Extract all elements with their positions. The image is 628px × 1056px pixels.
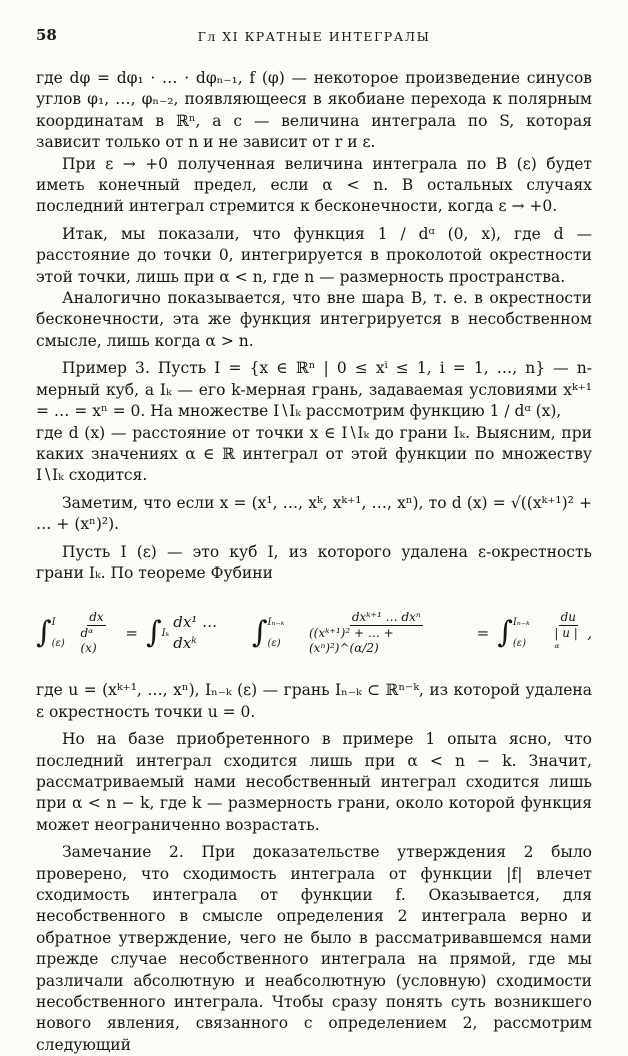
example-3-paragraph: Пример 3. Пусть I = {x ∈ ℝⁿ | 0 ≤ xⁱ ≤ 1, i = 1, …, n} — n-мерный куб, а Iₖ — его k-мерная грань, задаваемая условиями xᵏ⁺¹ = … = xⁿ = 0. На множестве I∖Iₖ рассмотрим функцию 1 / dᵅ (x), bbox=[36, 359, 592, 421]
equals-sign: = bbox=[476, 623, 490, 642]
fraction-numerator: du bbox=[560, 610, 577, 625]
integral-sign: ∫ bbox=[497, 615, 513, 651]
integral-sign: ∫ bbox=[251, 615, 268, 651]
differential-term: dx¹ … dxᵏ bbox=[173, 612, 218, 653]
integral-domain: Iₖ bbox=[161, 627, 170, 639]
fraction bbox=[307, 610, 466, 656]
fraction-denominator: ((xᵏ⁺¹)² + … + (xⁿ)²)^(α/2) bbox=[309, 626, 394, 656]
fraction bbox=[79, 610, 115, 656]
integral-sign: ∫ bbox=[146, 615, 162, 651]
fraction-denominator: dᵅ (x) bbox=[80, 626, 97, 656]
integral-domain: Iₙ₋ₖ (ε) bbox=[512, 616, 530, 650]
paragraph-10: Но на базе приобретенного в примере 1 опыта ясно, что последний интеграл сходится лишь при α < n − k. Значит, рассматриваемый нами несобственный интеграл сходится лишь при α < n − k, где k — размерность грани, около которой функция может неограниченно возрастать. bbox=[36, 730, 592, 834]
page-number: 58 bbox=[36, 26, 57, 44]
fraction-numerator: dxᵏ⁺¹ … dxⁿ bbox=[351, 610, 421, 625]
paragraph-7: Заметим, что если x = (x¹, …, xᵏ, xᵏ⁺¹, …, xⁿ), то d (x) = √((xᵏ⁺¹)² + … + (xⁿ)²). bbox=[36, 493, 592, 534]
fraction-denominator: | u |ᵅ bbox=[554, 626, 578, 656]
remark-2-paragraph: Замечание 2. При доказательстве утверждения 2 было проверено, что сходимость интеграла от функции |f| влечет сходимость интеграла от функции f. Оказывается, для несобственного в смысле определения 2 интеграла верно и обратное утверждение, чего не было в рассматривавшемся нами прежде случае несобственного интеграла на прямой, где мы различали абсолютную и неабсолютную (условную) сходимости несобственного интеграла. Чтобы сразу понять суть возникшего нового явления, связанного с определением 2, рассмотрим следующий bbox=[36, 843, 592, 1054]
equals-sign: = bbox=[125, 623, 138, 642]
paragraph-8: Пусть I (ε) — это куб I, из которого удалена ε-окрестность грани Iₖ. По теореме Фубини bbox=[36, 542, 592, 582]
paragraph-4: Аналогично показывается, что вне шара B, т. е. в окрестности бесконечности, эта же функция интегрируется в несобственном смысле, лишь когда α > n. bbox=[36, 289, 592, 350]
integral-domain: Iₙ₋ₖ (ε) bbox=[267, 616, 285, 650]
integral-sign: ∫ bbox=[36, 615, 52, 651]
page-header bbox=[36, 26, 592, 50]
running-head: Гл XI КРАТНЫЕ ИНТЕГРАЛЫ bbox=[197, 29, 431, 44]
fubini-formula bbox=[36, 600, 592, 666]
paragraph-after-formula: где u = (xᵏ⁺¹, …, xⁿ), Iₙ₋ₖ (ε) — грань Iₙ₋ₖ ⊂ ℝⁿ⁻ᵏ, из которой удалена ε окрестность точки u = 0. bbox=[36, 681, 592, 721]
page-body bbox=[36, 68, 592, 1056]
fraction-numerator: dx bbox=[89, 610, 104, 625]
paragraph-3: Итак, мы показали, что функция 1 / dᵅ (0, x), где d — расстояние до точки 0, интегрируется в проколотой окрестности этой точки, лишь при α < n, где n — размерность пространства. bbox=[36, 224, 592, 286]
integral-domain: I (ε) bbox=[51, 616, 65, 650]
paragraph-6: где d (x) — расстояние от точки x ∈ I∖Iₖ до грани Iₖ. Выясним, при каких значениях α ∈ ℝ интеграл от этой функции по множеству I∖Iₖ сходится. bbox=[36, 423, 592, 485]
formula-comma: , bbox=[587, 623, 592, 642]
paragraph-1: где dφ = dφ₁ · … · dφₙ₋₁, f (φ) — некоторое произведение синусов углов φ₁, …, φₙ₋₂, появляющееся в якобиане перехода к полярным координатам в ℝⁿ, а c — величина интеграла по S, которая зависит только от n и не зависит от r и ε. bbox=[36, 69, 592, 152]
fraction bbox=[552, 610, 584, 656]
paragraph-2: При ε → +0 полученная величина интеграла по B (ε) будет иметь конечный предел, если α < n. В остальных случаях последний интеграл стремится к бесконечности, когда ε → +0. bbox=[36, 154, 592, 216]
